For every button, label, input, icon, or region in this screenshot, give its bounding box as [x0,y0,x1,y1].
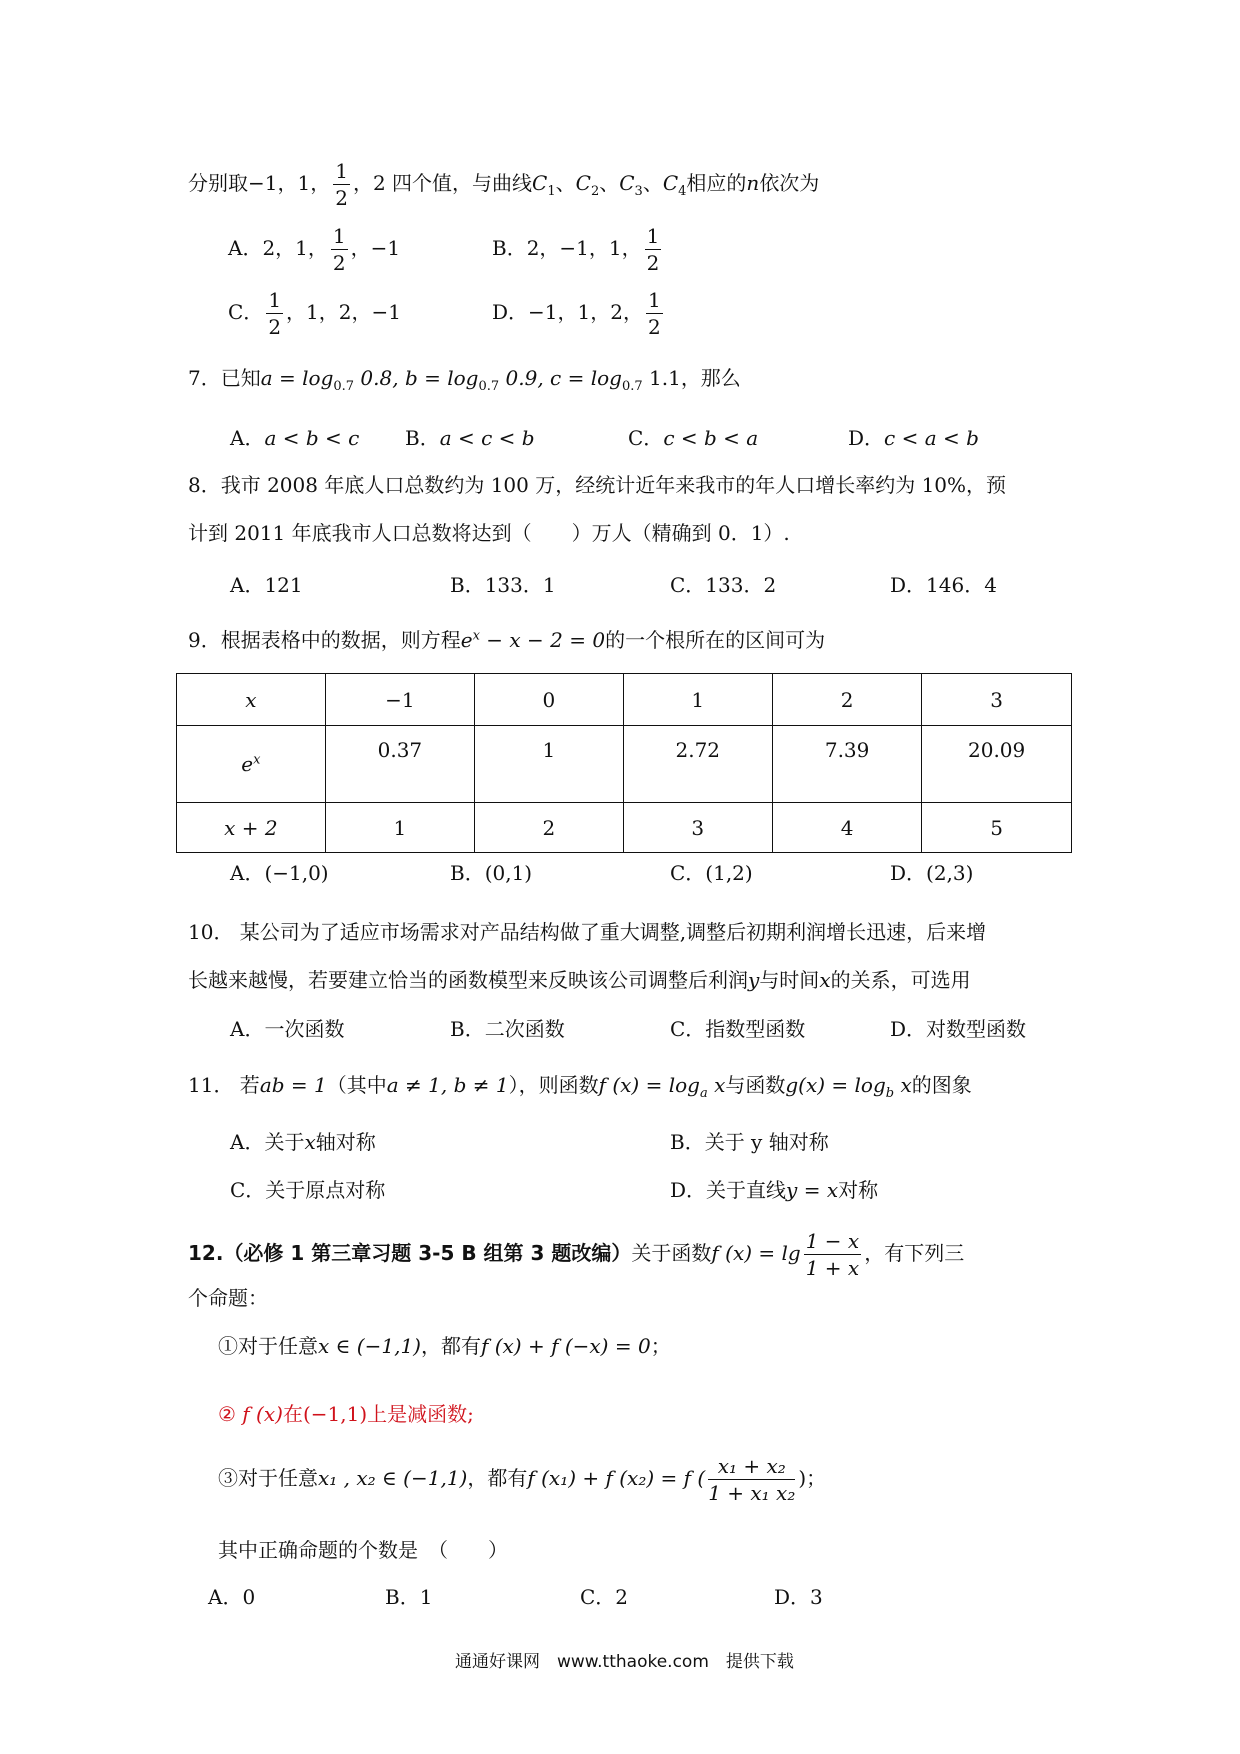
table-row-label: $e^x$ [177,726,326,803]
values-table [176,673,1072,853]
q8-line1: 8．我市 2008 年底人口总数约为 100 万，经统计近年来我市的年人口增长率约为 10%，预 [188,473,1007,497]
table-cell: 2 [772,674,921,726]
fraction: $\frac{\text{x₁ + x₂}}{\text{1 + x₁ x₂}}$ [708,1454,796,1505]
q6-stem: 分别取−1，1， $\frac{1}{2}$ ，2 四个值，与曲线$C_1$、$C_2$、$C_3$、$C_4$相应的n依次为 [188,159,820,210]
q7-option-a: A．a < b < c [230,426,360,450]
table-cell: 1 [475,726,624,803]
fraction-half: $\frac{1}{2}$ [335,159,348,210]
q11-option-c: C．关于原点对称 [230,1178,386,1202]
table-row [177,674,1072,726]
q12-stem: 12.（必修 1 第三章习题 3-5 B 组第 3 题改编）关于函数f (x) = lg $\frac{1 - x}{1 + x}$ ，有下列三 [188,1229,965,1280]
page-footer: 通通好课网 www.tthaoke.com 提供下载 [455,1652,794,1672]
q6-option-c: C． $\frac{1}{2}$ ，1，2，−1 [228,288,401,339]
q12-option-a: A．0 [208,1585,256,1609]
table-cell: −1 [325,674,474,726]
q9-stem: 9．根据表格中的数据，则方程$e^x - x - 2 = 0$的一个根所在的区间可为 [188,628,826,652]
table-cell: 0 [475,674,624,726]
q11-option-b: B．关于 y 轴对称 [670,1130,829,1154]
q11-stem: 11． 若ab = 1（其中a ≠ 1, b ≠ 1），则函数f $(x) = \log_a x$与函数$g(x) = \log_b x$的图象 [188,1073,972,1101]
q10-option-c: C．指数型函数 [670,1017,806,1041]
q10-line2: 长越来越慢，若要建立恰当的函数模型来反映该公司调整后利润y与时间x的关系，可选用 [188,968,971,992]
q12-question: 其中正确命题的个数是 （ ） [218,1538,508,1562]
q9-option-a: A．(−1,0) [230,861,329,885]
q6-option-b: B．2，−1，1， $\frac{1}{2}$ [492,224,660,275]
q9-option-d: D．(2,3) [890,861,974,885]
q10-line1: 10． 某公司为了适应市场需求对产品结构做了重大调整,调整后初期利润增长迅速，后来增 [188,920,987,944]
fraction: $\frac{1 - x}{1 + x}$ [805,1229,860,1280]
q6-option-d: D．−1，1，2， $\frac{1}{2}$ [492,288,661,339]
table-cell: 7.39 [772,726,921,803]
table-cell: 0.37 [325,726,474,803]
q10-option-b: B．二次函数 [450,1017,565,1041]
q7-stem: 7．已知$a = \log_{0.7} 0.8$, $b = \log_{0.7} 0.9$, $c = \log_{0.7} 1.1$，那么 [188,366,741,394]
q8-line2: 计到 2011 年底我市人口总数将达到（ ）万人（精确到 0．1）. [188,521,790,545]
q12-option-c: C．2 [580,1585,629,1609]
q9-option-c: C．(1,2) [670,861,753,885]
table-cell: 3 [922,674,1072,726]
q10-option-d: D．对数型函数 [890,1017,1027,1041]
q6-option-a: A．2，1， $\frac{1}{2}$ ，−1 [228,224,401,275]
table-cell: 2.72 [623,726,772,803]
table-row [177,803,1072,853]
table-cell: 5 [922,803,1072,853]
q12-proposition-3: ③对于任意x₁ , x₂ ∈ (−1,1)，都有f (x₁) + f (x₂) = f ( $\frac{\text{x₁ + x₂}}{\text{1 + x₁ x₂}}$ )； [218,1454,827,1505]
q11-option-d: D．关于直线y = x对称 [670,1178,879,1202]
table-row [177,726,1072,803]
table-cell: 2 [475,803,624,853]
q12-option-b: B．1 [385,1585,433,1609]
q12-line2: 个命题： [188,1286,268,1310]
q11-option-a: A．关于x轴对称 [230,1130,376,1154]
table-cell: 20.09 [922,726,1072,803]
table-cell: 4 [772,803,921,853]
q8-option-c: C．133．2 [670,573,777,597]
table-cell: 1 [623,674,772,726]
q8-option-a: A．121 [230,573,303,597]
q8-option-b: B．133．1 [450,573,556,597]
table-cell: 3 [623,803,772,853]
q12-option-d: D．3 [774,1585,823,1609]
table-row-label: x [177,674,326,726]
q12-proposition-2: ② f (x)在(−1,1)上是减函数; [218,1402,474,1426]
table-row-label: x + 2 [177,803,326,853]
q8-option-d: D．146．4 [890,573,997,597]
q7-option-c: C．c < b < a [628,426,759,450]
q12-proposition-1: ①对于任意x ∈ (−1,1)，都有f (x) + f (−x) = 0； [218,1334,671,1358]
table-cell: 1 [325,803,474,853]
q10-option-a: A．一次函数 [230,1017,345,1041]
q7-option-d: D．c < a < b [848,426,979,450]
q9-option-b: B．(0,1) [450,861,533,885]
q7-option-b: B．a < c < b [405,426,535,450]
